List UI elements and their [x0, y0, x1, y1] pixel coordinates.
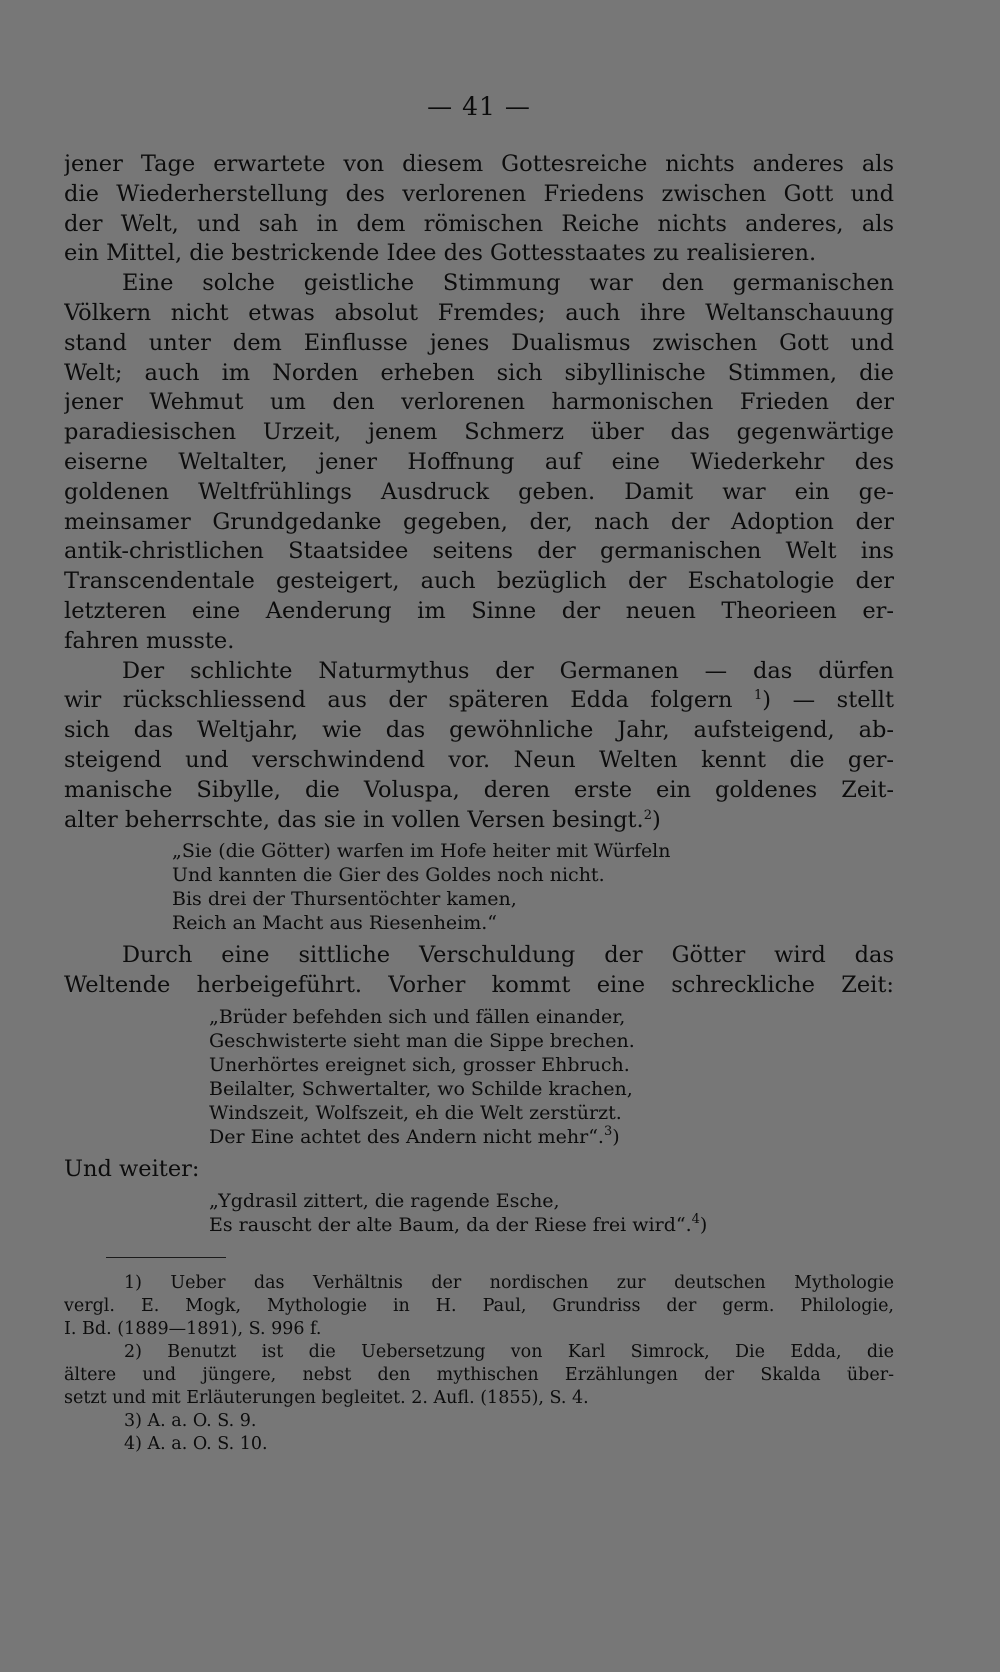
paren: ) [612, 1125, 620, 1148]
verse-line-with-footnote [209, 1213, 894, 1237]
page-number: — 41 — [427, 92, 531, 121]
footnote-line: 1) Ueber das Verhältnis der nordischen zur deutschen Mythologie [124, 1272, 894, 1293]
verse-line: Und kannten die Gier des Goldes noch nicht. [172, 864, 605, 887]
text-segment: wir rückschliessend aus der späteren Edda folgern [64, 687, 733, 714]
text-segment: alter beherrschte, das sie in vollen Versen besingt. [64, 806, 644, 833]
verse-line: Unerhörtes ereignet sich, grosser Ehbruch. [209, 1053, 630, 1076]
paragraph-3 [64, 657, 894, 836]
text-line: Eine solche geistliche Stimmung war den germanischen [122, 270, 894, 297]
footnote-line: 4) A. a. O. S. 10. [124, 1433, 268, 1454]
footnote-2 [64, 1341, 894, 1410]
paragraph-1 [64, 150, 894, 269]
text-line: die Wiederherstellung des verlorenen Friedens zwischen Gott und [64, 180, 894, 207]
text-line: sich das Weltjahr, wie das gewöhnliche Jahr, aufsteigend, ab- [64, 717, 894, 744]
footnote-line: 2) Benutzt ist die Uebersetzung von Karl Simrock, Die Edda, die [124, 1341, 894, 1362]
verse-line: Windszeit, Wolfszeit, eh die Welt zerstürzt. [209, 1101, 622, 1124]
text-segment: — stellt [792, 687, 894, 714]
footnote-line: ältere und jüngere, nebst den mythischen Erzählungen der Skalda über- [64, 1364, 894, 1385]
text-line: meinsamer Grundgedanke gegeben, der, nach der Adoption der [64, 508, 894, 535]
verse-line: „Ygdrasil zittert, die ragende Esche, [209, 1189, 560, 1212]
verse-line: „Sie (die Götter) warfen im Hofe heiter mit Würfeln [172, 840, 671, 863]
text-line: ein Mittel, die bestrickende Idee des Gottesstaates zu realisieren. [64, 240, 817, 267]
text-line: jener Tage erwartete von diesem Gottesreiche nichts anderes als [64, 151, 894, 177]
verse-line: Geschwisterte sieht man die Sippe brechen. [209, 1029, 635, 1052]
verse-line-with-footnote [209, 1125, 894, 1149]
text-line: stand unter dem Einflusse jenes Dualismus zwischen Gott und [64, 329, 894, 356]
text-line: letzteren eine Aenderung im Sinne der neuen Theorieen er- [64, 597, 894, 624]
footnote-ref: 2 [643, 807, 652, 823]
verse-line: Beilalter, Schwertalter, wo Schilde krachen, [209, 1077, 633, 1100]
text-line: eiserne Weltalter, jener Hoffnung auf eine Wiederkehr des [64, 448, 894, 475]
text-line: Transcendentale gesteigert, auch bezüglich der Eschatologie der [64, 568, 894, 595]
footnote-line: setzt und mit Erläuterungen begleitet. 2. Aufl. (1855), S. 4. [64, 1387, 589, 1408]
text-line: Völkern nicht etwas absolut Fremdes; auch ihre Weltanschauung [64, 299, 894, 326]
footnote-divider [106, 1257, 226, 1258]
text-line: paradiesischen Urzeit, jenem Schmerz über das gegenwärtige [64, 419, 894, 446]
verse-quote-2 [64, 1005, 894, 1149]
text-line: Der schlichte Naturmythus der Germanen — das dürfen [122, 657, 894, 684]
und-weiter-line: Und weiter: [64, 1155, 200, 1182]
footnote-4 [64, 1433, 894, 1456]
text-line: fahren musste. [64, 627, 235, 654]
text-line-with-footnote [64, 686, 894, 716]
verse-line: „Brüder befehden sich und fällen einander, [209, 1005, 626, 1028]
verse-quote-1 [64, 839, 894, 935]
text-segment: Der Eine achtet des Andern nicht mehr“. [209, 1125, 604, 1148]
text-line: goldenen Weltfrühlings Ausdruck geben. Damit war ein ge- [64, 478, 894, 505]
verse-line: Bis drei der Thursentöchter kamen, [172, 888, 517, 911]
book-page [64, 0, 894, 1672]
verse-line: Reich an Macht aus Riesenheim.“ [172, 912, 498, 935]
paren: ) [762, 687, 772, 714]
footnote-ref: 1 [754, 688, 763, 704]
text-line: Welt; auch im Norden erheben sich sibyllinische Stimmen, die [64, 359, 894, 386]
text-line-with-footnote [64, 806, 894, 836]
text-line: antik-christlichen Staatsidee seitens der germanischen Welt ins [64, 538, 894, 565]
paren: ) [651, 806, 661, 833]
main-text [64, 150, 894, 1456]
footnote-line: 3) A. a. O. S. 9. [124, 1410, 257, 1431]
footnote-line: I. Bd. (1889—1891), S. 996 f. [64, 1318, 322, 1339]
text-line: Weltende herbeigeführt. Vorher kommt eine schreckliche Zeit: [64, 972, 894, 999]
text-line: jener Wehmut um den verlorenen harmonischen Frieden der [64, 389, 894, 416]
text-line: Durch eine sittliche Verschuldung der Götter wird das [122, 942, 894, 969]
text-line: manische Sibylle, die Voluspa, deren erste ein goldenes Zeit- [64, 776, 894, 803]
footnotes [64, 1272, 894, 1456]
footnote-ref: 4 [691, 1211, 700, 1227]
paren: ) [699, 1213, 708, 1236]
footnote-3 [64, 1410, 894, 1433]
paragraph-4 [64, 941, 894, 1001]
paragraph-2 [64, 269, 894, 656]
verse-quote-3 [64, 1189, 894, 1237]
text-line: steigend und verschwindend vor. Neun Welten kennt die ger- [64, 746, 894, 773]
footnote-line: vergl. E. Mogk, Mythologie in H. Paul, Grundriss der germ. Philologie, [64, 1295, 894, 1316]
text-line: der Welt, und sah in dem römischen Reiche nichts anderes, als [64, 210, 894, 237]
footnote-ref: 3 [603, 1123, 613, 1139]
text-segment: Es rauscht der alte Baum, da der Riese frei wird“. [209, 1213, 692, 1236]
footnote-1 [64, 1272, 894, 1341]
